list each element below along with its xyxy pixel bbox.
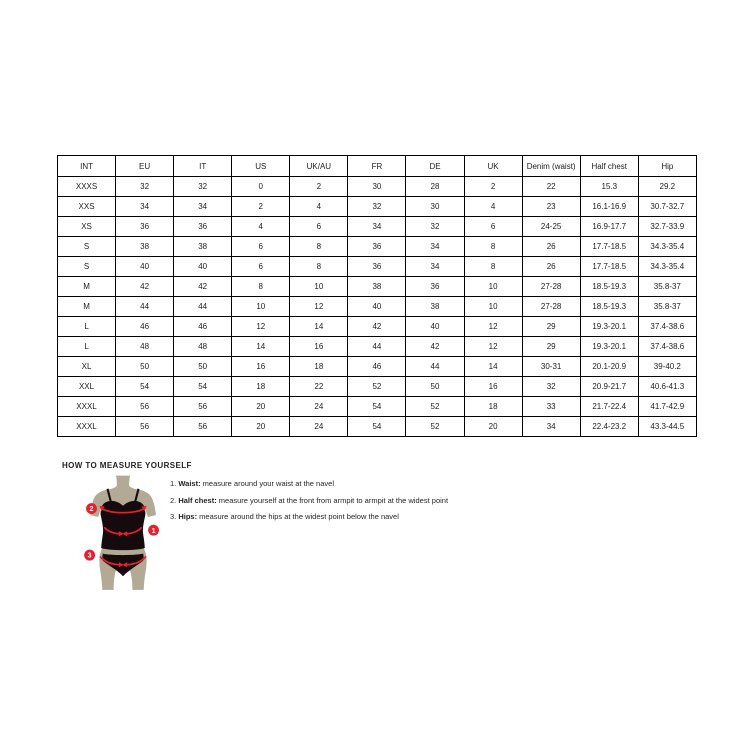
table-cell: XL bbox=[58, 357, 116, 377]
table-cell: 30 bbox=[348, 177, 406, 197]
column-header: UK bbox=[464, 156, 522, 177]
column-header: INT bbox=[58, 156, 116, 177]
table-cell: 36 bbox=[348, 237, 406, 257]
column-header: DE bbox=[406, 156, 464, 177]
how-to-measure-heading: HOW TO MEASURE YOURSELF bbox=[62, 461, 192, 470]
table-cell: 32 bbox=[522, 377, 580, 397]
table-cell: 14 bbox=[290, 317, 348, 337]
column-header: FR bbox=[348, 156, 406, 177]
table-cell: 24-25 bbox=[522, 217, 580, 237]
table-cell: 34 bbox=[522, 417, 580, 437]
column-header: IT bbox=[174, 156, 232, 177]
table-row bbox=[58, 217, 697, 237]
table-cell: 32 bbox=[174, 177, 232, 197]
table-cell: 38 bbox=[406, 297, 464, 317]
table-cell: 6 bbox=[232, 237, 290, 257]
table-cell: 34 bbox=[348, 217, 406, 237]
table-cell: 38 bbox=[348, 277, 406, 297]
table-cell: 42 bbox=[348, 317, 406, 337]
table-cell: 54 bbox=[116, 377, 174, 397]
measurement-figure bbox=[76, 474, 170, 592]
table-cell: 18.5-19.3 bbox=[580, 297, 638, 317]
badge-1-waist bbox=[148, 525, 159, 536]
table-cell: 12 bbox=[290, 297, 348, 317]
table-row bbox=[58, 297, 697, 317]
table-cell: 10 bbox=[290, 277, 348, 297]
table-cell: 8 bbox=[232, 277, 290, 297]
table-cell: 6 bbox=[290, 217, 348, 237]
table-cell: 2 bbox=[290, 177, 348, 197]
table-cell: 33 bbox=[522, 397, 580, 417]
table-cell: 50 bbox=[406, 377, 464, 397]
table-cell: 34 bbox=[406, 237, 464, 257]
table-cell: 19.3-20.1 bbox=[580, 337, 638, 357]
table-cell: 16.1-16.9 bbox=[580, 197, 638, 217]
table-cell: 50 bbox=[174, 357, 232, 377]
table-cell: 30-31 bbox=[522, 357, 580, 377]
table-cell: 30 bbox=[406, 197, 464, 217]
table-cell: 32.7-33.9 bbox=[638, 217, 696, 237]
table-cell: 21.7-22.4 bbox=[580, 397, 638, 417]
table-cell: 44 bbox=[406, 357, 464, 377]
column-header: UK/AU bbox=[290, 156, 348, 177]
column-header: Hip bbox=[638, 156, 696, 177]
table-cell: 6 bbox=[232, 257, 290, 277]
size-chart-table bbox=[57, 155, 697, 437]
table-cell: 34.3-35.4 bbox=[638, 257, 696, 277]
table-row bbox=[58, 397, 697, 417]
table-cell: 35.8-37 bbox=[638, 277, 696, 297]
table-cell: 10 bbox=[232, 297, 290, 317]
table-cell: 56 bbox=[116, 417, 174, 437]
column-header: US bbox=[232, 156, 290, 177]
table-cell: 56 bbox=[116, 397, 174, 417]
table-cell: L bbox=[58, 317, 116, 337]
table-cell: 38 bbox=[116, 237, 174, 257]
table-cell: 54 bbox=[348, 417, 406, 437]
table-cell: 18 bbox=[290, 357, 348, 377]
table-cell: 36 bbox=[174, 217, 232, 237]
table-row bbox=[58, 177, 697, 197]
badge-3-number: 3 bbox=[87, 552, 92, 560]
table-row bbox=[58, 237, 697, 257]
table-cell: 17.7-18.5 bbox=[580, 257, 638, 277]
table-cell: 32 bbox=[116, 177, 174, 197]
table-cell: 29 bbox=[522, 317, 580, 337]
table-cell: 40 bbox=[406, 317, 464, 337]
table-row bbox=[58, 197, 697, 217]
mannequin-illustration bbox=[76, 474, 170, 592]
table-cell: 27-28 bbox=[522, 277, 580, 297]
table-cell: 20 bbox=[232, 417, 290, 437]
column-header: Half chest bbox=[580, 156, 638, 177]
table-row bbox=[58, 257, 697, 277]
badge-2-chest bbox=[86, 503, 97, 514]
badge-1-number: 1 bbox=[151, 527, 156, 535]
table-cell: 32 bbox=[348, 197, 406, 217]
instruction-item: 2. Half chest: measure yourself at the front from armpit to armpit at the widest point bbox=[170, 495, 449, 505]
table-cell: 40 bbox=[116, 257, 174, 277]
table-cell: 40 bbox=[174, 257, 232, 277]
table-cell: 34 bbox=[406, 257, 464, 277]
table-cell: 52 bbox=[406, 397, 464, 417]
table-cell: 44 bbox=[348, 337, 406, 357]
table-cell: 14 bbox=[464, 357, 522, 377]
table-cell: 44 bbox=[116, 297, 174, 317]
table-cell: 2 bbox=[232, 197, 290, 217]
table-cell: 20.1-20.9 bbox=[580, 357, 638, 377]
table-cell: S bbox=[58, 257, 116, 277]
table-row bbox=[58, 317, 697, 337]
table-cell: 54 bbox=[348, 397, 406, 417]
table-cell: 20 bbox=[232, 397, 290, 417]
column-header: EU bbox=[116, 156, 174, 177]
table-cell: XXXS bbox=[58, 177, 116, 197]
table-cell: XS bbox=[58, 217, 116, 237]
table-cell: 28 bbox=[406, 177, 464, 197]
table-cell: 20 bbox=[464, 417, 522, 437]
table-cell: 42 bbox=[174, 277, 232, 297]
table-cell: 56 bbox=[174, 397, 232, 417]
table-header-row bbox=[58, 156, 697, 177]
table-cell: 26 bbox=[522, 237, 580, 257]
instruction-item: 1. Waist: measure around your waist at the navel bbox=[170, 479, 334, 488]
table-cell: 17.7-18.5 bbox=[580, 237, 638, 257]
table-cell: 46 bbox=[348, 357, 406, 377]
table-cell: 46 bbox=[116, 317, 174, 337]
table-cell: 35.8-37 bbox=[638, 297, 696, 317]
table-cell: 26 bbox=[522, 257, 580, 277]
table-cell: 36 bbox=[348, 257, 406, 277]
table-cell: 18 bbox=[464, 397, 522, 417]
table-cell: XXXL bbox=[58, 397, 116, 417]
table-cell: 43.3-44.5 bbox=[638, 417, 696, 437]
table-cell: 6 bbox=[464, 217, 522, 237]
table-cell: 23 bbox=[522, 197, 580, 217]
table-cell: 42 bbox=[406, 337, 464, 357]
table-cell: 12 bbox=[464, 317, 522, 337]
table-cell: 2 bbox=[464, 177, 522, 197]
table-cell: 42 bbox=[116, 277, 174, 297]
table-cell: 38 bbox=[174, 237, 232, 257]
table-cell: 36 bbox=[406, 277, 464, 297]
table-cell: 34.3-35.4 bbox=[638, 237, 696, 257]
table-cell: 37.4-38.6 bbox=[638, 337, 696, 357]
instructions-list bbox=[170, 476, 448, 526]
table-cell: 34 bbox=[174, 197, 232, 217]
table-cell: 37.4-38.6 bbox=[638, 317, 696, 337]
table-cell: 39-40.2 bbox=[638, 357, 696, 377]
table-cell: 29 bbox=[522, 337, 580, 357]
table-row bbox=[58, 377, 697, 397]
table-cell: L bbox=[58, 337, 116, 357]
camisole-top bbox=[101, 501, 146, 550]
table-cell: 22 bbox=[290, 377, 348, 397]
table-cell: 41.7-42.9 bbox=[638, 397, 696, 417]
instruction-item: 3. Hips: measure around the hips at the widest point below the navel bbox=[170, 512, 399, 521]
table-cell: 8 bbox=[290, 257, 348, 277]
table-cell: 4 bbox=[232, 217, 290, 237]
table-cell: 19.3-20.1 bbox=[580, 317, 638, 337]
table-cell: 4 bbox=[464, 197, 522, 217]
table-cell: 10 bbox=[464, 277, 522, 297]
table-cell: 14 bbox=[232, 337, 290, 357]
table-cell: 52 bbox=[406, 417, 464, 437]
table-cell: 10 bbox=[464, 297, 522, 317]
table-cell: 16 bbox=[232, 357, 290, 377]
table-cell: 32 bbox=[406, 217, 464, 237]
table-cell: 44 bbox=[174, 297, 232, 317]
table-cell: 16 bbox=[464, 377, 522, 397]
table-cell: 48 bbox=[116, 337, 174, 357]
table-cell: 54 bbox=[174, 377, 232, 397]
table-cell: 40 bbox=[348, 297, 406, 317]
badge-2-number: 2 bbox=[89, 506, 94, 514]
table-cell: 4 bbox=[290, 197, 348, 217]
table-cell: 46 bbox=[174, 317, 232, 337]
table-cell: 16.9-17.7 bbox=[580, 217, 638, 237]
table-row bbox=[58, 357, 697, 377]
table-cell: S bbox=[58, 237, 116, 257]
table-cell: 24 bbox=[290, 417, 348, 437]
table-cell: XXL bbox=[58, 377, 116, 397]
table-cell: 27-28 bbox=[522, 297, 580, 317]
table-cell: XXS bbox=[58, 197, 116, 217]
table-cell: 48 bbox=[174, 337, 232, 357]
table-cell: 52 bbox=[348, 377, 406, 397]
table-cell: 8 bbox=[464, 257, 522, 277]
table-cell: 12 bbox=[464, 337, 522, 357]
table-cell: 18.5-19.3 bbox=[580, 277, 638, 297]
table-cell: 15.3 bbox=[580, 177, 638, 197]
table-cell: 8 bbox=[290, 237, 348, 257]
table-cell: 18 bbox=[232, 377, 290, 397]
table-cell: 36 bbox=[116, 217, 174, 237]
table-cell: 40.6-41.3 bbox=[638, 377, 696, 397]
table-cell: 24 bbox=[290, 397, 348, 417]
table-cell: 20.9-21.7 bbox=[580, 377, 638, 397]
table-cell: 29.2 bbox=[638, 177, 696, 197]
table-cell: XXXL bbox=[58, 417, 116, 437]
badge-3-hip bbox=[84, 550, 95, 561]
column-header: Denim (waist) bbox=[522, 156, 580, 177]
table-cell: 22.4-23.2 bbox=[580, 417, 638, 437]
table-row bbox=[58, 417, 697, 437]
table-cell: 56 bbox=[174, 417, 232, 437]
table-cell: 30.7-32.7 bbox=[638, 197, 696, 217]
table-cell: 0 bbox=[232, 177, 290, 197]
table-cell: M bbox=[58, 277, 116, 297]
table-cell: 12 bbox=[232, 317, 290, 337]
table-cell: 16 bbox=[290, 337, 348, 357]
table-cell: 22 bbox=[522, 177, 580, 197]
table-cell: M bbox=[58, 297, 116, 317]
table-cell: 50 bbox=[116, 357, 174, 377]
table-cell: 8 bbox=[464, 237, 522, 257]
table-row bbox=[58, 277, 697, 297]
table-row bbox=[58, 337, 697, 357]
table-cell: 34 bbox=[116, 197, 174, 217]
